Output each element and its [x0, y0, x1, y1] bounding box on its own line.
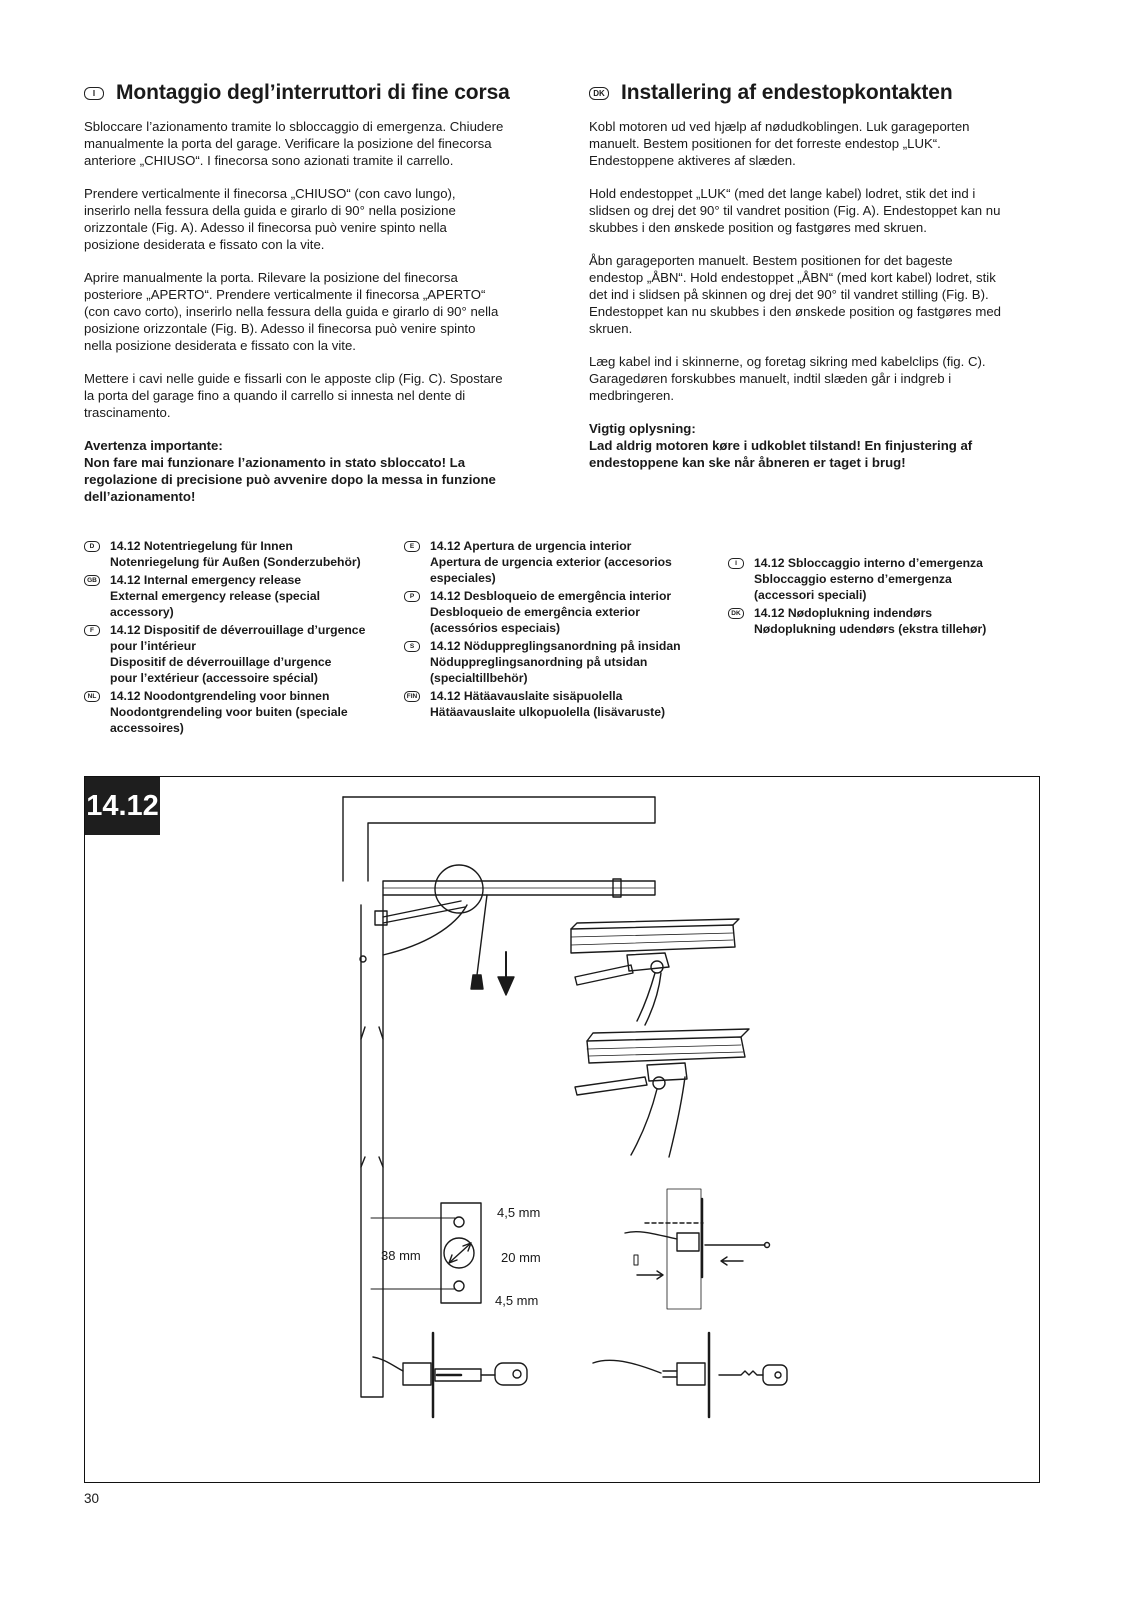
danish-paragraph-2: Hold endestoppet „LUK“ (med det lange kabel) lodret, stik det ind i slidsen og drej det 90° til vandret position (Fig. A). Endestoppet kan nu skubbes i den ønskede position og fastgøres med skruen.: [589, 186, 1001, 235]
language-badge-icon: GB: [84, 575, 100, 586]
release-cord: [477, 895, 487, 975]
italian-paragraph-1: Sbloccare l’azionamento tramite lo sbloccaggio di emergenza. Chiudere manualmente la porta del garage. Verificare la posizione del finecorsa anteriore „CHIUSO“. I finecorsa sono azionati tramite il carrello.: [84, 119, 504, 168]
figure-label: 14.12: [85, 777, 160, 835]
caption-d: D 14.12 Notentriegelung für Innen Notenriegelung für Außen (Sonderzubehör): [84, 538, 365, 570]
italian-paragraph-4: Mettere i cavi nelle guide e fissarli con le apposte clip (Fig. C). Spostare la porta del garage fino a quando il carrello si innesta nel dente di trascinamento.: [84, 371, 503, 420]
danish-paragraph-4: Læg kabel ind i skinnerne, og foretag sikring med kabelclips (fig. C). Garagedøren forskubbes manuelt, indtil slæden går i indgreb i medbringeren.: [589, 354, 986, 403]
detail-carriage-a: [571, 919, 739, 1025]
danish-title: Installering af endestopkontakten: [621, 81, 953, 104]
italian-paragraph-2: Prendere verticalmente il finecorsa „CHIUSO“ (con cavo lungo), inserirlo nella fessura della guida e girarlo di 90° nella posizione orizzontale (Fig. A). Adesso il finecorsa può venire spinto nella posizione desiderata e fissato con la vite.: [84, 186, 456, 252]
italian-paragraph-3: Aprire manualmente la porta. Rilevare la posizione del finecorsa posteriore „APERTO“. Prendere verticalmente il finecorsa „APERTO“ (con cavo corto), inserirlo nella fessura della guida e girarlo di 90° nella posizione orizzontale (Fig. B). Adesso il finecorsa può venire spinto nella posizione desiderata e fissato con la vite.: [84, 270, 499, 353]
danish-section: [589, 80, 1044, 471]
caption-f: F 14.12 Dispositif de déverrouillage d’urgence pour l’intérieur Dispositif de déverrouillage d’urgence pour l’extérieur (accessoire spécial): [84, 622, 365, 686]
language-badge-icon: DK: [589, 87, 609, 100]
language-badge-icon: F: [84, 625, 100, 636]
caption-dk: DK 14.12 Nødoplukning indendørs Nødoplukning udendørs (ekstra tillehør): [728, 605, 986, 637]
language-badge-icon: D: [84, 541, 100, 552]
caption-column-1: [84, 538, 365, 738]
language-badge-icon: DK: [728, 608, 744, 619]
caption-column-3: [728, 555, 986, 639]
caption-p: P 14.12 Desbloqueio de emergência interior Desbloqueio de emergência exterior (acessórios especiais): [404, 588, 681, 636]
caption-gb: GB 14.12 Internal emergency release External emergency release (special accessory): [84, 572, 365, 620]
dim-middle-label: 20 mm: [501, 1250, 541, 1265]
dim-bottom-label: 4,5 mm: [495, 1293, 539, 1308]
magnifier-circle: [435, 865, 483, 913]
italian-heading: [84, 80, 539, 106]
lock-key-drawing-left: [373, 1333, 527, 1417]
danish-paragraph-3: Åbn garageporten manuelt. Bestem positionen for det bageste endestop „ÅBN“. Hold endestoppet „ÅBN“ (med kort kabel) lodret, stik det ind i slidsen på skinnen og drej det 90° til vandret stilling (Fig. B). Endestoppet kan nu skubbes i den ønskede position og fastgøres med skruen.: [589, 253, 1001, 336]
italian-section: [84, 80, 539, 505]
danish-warning-text: Lad aldrig motoren køre i udkoblet tilstand! En finjustering af endestoppene kan ske når åbneren er taget i brug!: [589, 438, 973, 470]
danish-warning-title: Vigtig oplysning:: [589, 421, 696, 436]
danish-paragraph-1: Kobl motoren ud ved hjælp af nødudkoblingen. Luk garageporten manuelt. Bestem positionen for det forreste endestop „LUK“. Endestoppene aktiveres af slæden.: [589, 119, 970, 168]
italian-title: Montaggio degl’interruttori di fine corsa: [116, 81, 510, 104]
language-badge-icon: I: [728, 558, 744, 569]
language-badge-icon: I: [84, 87, 104, 100]
dim-top-label: 4,5 mm: [497, 1205, 541, 1220]
detail-carriage-b: [575, 1029, 749, 1157]
italian-warning-text: Non fare mai funzionare l’azionamento in stato sbloccato! La regolazione di precisione può avvenire dopo la messa in funzione dell’azionamento!: [84, 455, 496, 504]
caption-column-2: [404, 538, 681, 722]
ceiling-frame: [343, 797, 655, 881]
caption-e: E 14.12 Apertura de urgencia interior Apertura de urgencia exterior (accesorios especiales): [404, 538, 681, 586]
language-badge-icon: E: [404, 541, 420, 552]
language-badge-icon: S: [404, 641, 420, 652]
emergency-release-illustration: [85, 777, 1041, 1484]
caption-nl: NL 14.12 Noodontgrendeling voor binnen Noodontgrendeling voor buiten (speciale accessoires): [84, 688, 365, 736]
caption-fin: FIN 14.12 Hätäavauslaite sisäpuolella Hätäavauslaite ulkopuolella (lisävaruste): [404, 688, 681, 720]
danish-heading: [589, 80, 1044, 106]
lock-key-drawing-right: [593, 1333, 787, 1417]
figure-14-12: [84, 776, 1040, 1483]
language-badge-icon: P: [404, 591, 420, 602]
dim-width-label: 38 mm: [381, 1248, 421, 1263]
caption-i: I 14.12 Sbloccaggio interno d’emergenza Sbloccaggio esterno d’emergenza (accessori speciali): [728, 555, 986, 603]
language-badge-icon: NL: [84, 691, 100, 702]
italian-warning-title: Avertenza importante:: [84, 438, 223, 453]
door-panel: [361, 895, 383, 1397]
page-number: 30: [84, 1491, 100, 1506]
caption-s: S 14.12 Nöduppreglingsanordning på insidan Nöduppreglingsanordning på utsidan (specialtillbehör): [404, 638, 681, 686]
lock-installation-drawing: [625, 1189, 770, 1309]
language-badge-icon: FIN: [404, 691, 420, 702]
